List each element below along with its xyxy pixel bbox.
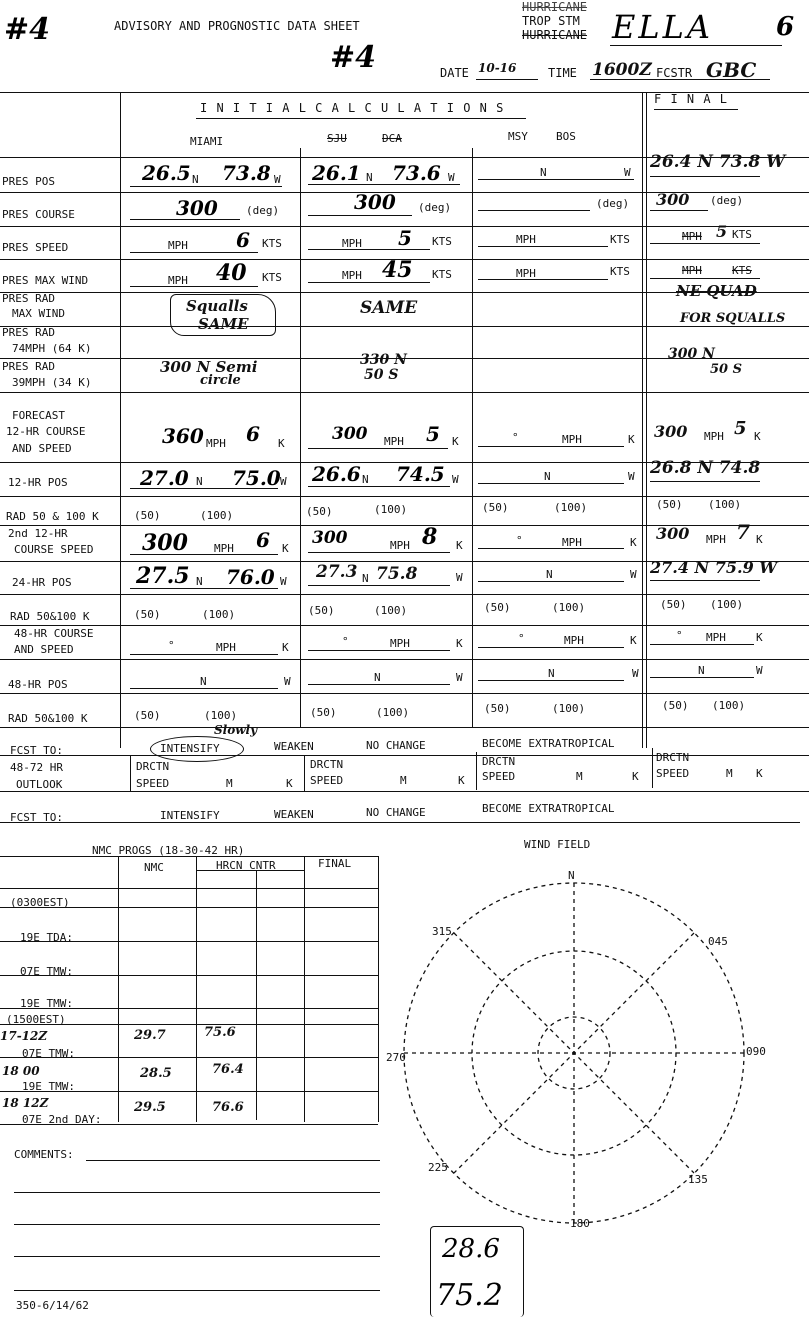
progs-row-19e-tda: 19E TDA: [20,931,73,944]
label-24hr-pos: 24-HR POS [12,576,72,589]
fcst-to-label-2: FCST TO: [10,811,63,824]
sju-rad39-2: 50 S [364,367,399,383]
slowly-note: Slowly [214,723,258,737]
progs-row-07e-2nd-day: 07E 2nd DAY: [22,1113,102,1126]
miami-24pos-lat: 27.5 [136,563,190,589]
struck-storm-type: HURRICANE [522,28,588,42]
forecaster-value: GBC [706,58,757,82]
miami-fc12-speed: 6 [246,422,260,446]
label-2nd-12hr-1: 2nd 12-HR [8,527,68,540]
label-48hr-pos: 48-HR POS [8,678,68,691]
final-24pos: 27.4 N 75.9 W [650,558,778,577]
sju-fc12-speed: 5 [426,422,440,446]
sju-rad39-1: 330 N [360,352,407,368]
miami-rad39-1: 300 N Semi [160,358,258,376]
miami-12pos-lon: 75.0 [232,466,281,490]
progs-note-1: 17-12Z [0,1029,48,1043]
forecaster-label: FCSTR [656,66,693,80]
progs-row-19e-tmw-a: 19E TMW: [20,997,73,1010]
final-2nd-course: 300 [656,524,690,543]
progs-col-final: FINAL [318,857,352,870]
section-final: F I N A L [654,92,729,106]
sju-24pos-lat: 27.3 [316,562,358,582]
wind-label-135: 135 [688,1173,708,1186]
station-dca: DCA [382,132,402,145]
miami-course: 300 [176,196,218,220]
fcst-weaken-2: WEAKEN [274,808,314,821]
progs-row-0300est: (0300EST) [10,896,70,909]
progs-val-3b: 76.6 [212,1100,244,1115]
wind-field-title: WIND FIELD [524,838,591,851]
miami-speed: 6 [236,228,250,252]
storm-name: ELLA [612,8,713,46]
section-initial-calculations: I N I T I A L C A L C U L A T I O N S [200,101,505,115]
final-radmax-2: FOR SQUALLS [680,311,786,326]
sju-speed: 5 [398,226,412,250]
label-pres-rad-39-2: 39MPH (34 K) [12,376,92,389]
comments-label: COMMENTS: [14,1148,74,1161]
final-2nd-speed: 7 [736,520,750,544]
final-radmax-1: NE QUAD [676,282,757,300]
miami-12pos-lat: 27.0 [140,466,189,490]
progs-val-2b: 76.4 [212,1062,244,1077]
final-fc12-speed: 5 [734,418,747,439]
station-sju: SJU [327,132,347,145]
date-label: DATE [440,66,469,80]
fcst-extratropical-2: BECOME EXTRATROPICAL [482,802,615,815]
progs-note-2: 18 00 [2,1064,40,1078]
progs-val-2a: 28.5 [140,1066,172,1081]
label-pres-rad-39-1: PRES RAD [2,360,55,373]
final-pos: 26.4 N 73.8 W [650,152,786,172]
sju-course: 300 [354,190,396,214]
sju-pos-lon: 73.6 [392,161,441,185]
advisory-number-right: 6 [776,12,795,42]
fcst-to-label-1: FCST TO: [10,744,63,757]
storm-type: TROP STM [522,14,580,28]
progs-val-3a: 29.5 [134,1100,166,1115]
final-rad39-1: 300 N [668,346,715,362]
label-48hr-course-1: 48-HR COURSE [14,627,94,640]
wind-label-225: 225 [428,1161,448,1174]
progs-row-07e-tmw-a: 07E TMW: [20,965,73,978]
label-forecast-3: AND SPEED [12,442,72,455]
progs-row-1500est: (1500EST) [6,1013,66,1026]
sju-max-wind: 45 [382,257,413,283]
label-rad-50-100-c: RAD 50&100 K [8,712,88,725]
fcst-intensify-2: INTENSIFY [160,809,220,822]
form-title: ADVISORY AND PROGNOSTIC DATA SHEET [114,19,360,33]
final-speed: 5 [716,222,728,241]
label-2nd-12hr-2: COURSE SPEED [14,543,94,556]
fcst-nochange-1: NO CHANGE [366,739,426,752]
final-rad39-2: 50 S [710,362,743,377]
fcst-extratropical-1: BECOME EXTRATROPICAL [482,737,615,750]
miami-max-wind: 40 [216,260,247,286]
label-pres-rad-max-1: PRES RAD [2,292,55,305]
form-number-footer: 350-6/14/62 [16,1299,89,1312]
box-note-lon: 75.2 [436,1278,503,1313]
label-pres-max-wind: PRES MAX WIND [2,274,89,287]
box-note-lat: 28.6 [442,1234,500,1264]
final-course: 300 [656,190,690,209]
sju-pos-lat: 26.1 [312,161,361,185]
label-rad-50-100-b: RAD 50&100 K [10,610,90,623]
time-value: 1600Z [592,60,652,80]
miami-24pos-lon: 76.0 [226,565,275,589]
advisory-number-center: #4 [330,40,377,75]
label-pres-rad-74-1: PRES RAD [2,326,55,339]
miami-2nd-speed: 6 [256,528,270,552]
date-value: 10-16 [478,61,517,75]
progs-val-1b: 75.6 [204,1025,236,1040]
label-pres-speed: PRES SPEED [2,241,69,254]
final-fc12-course: 300 [654,422,688,441]
miami-pos-lat: 26.5 [142,161,191,185]
label-pres-rad-max-2: MAX WIND [12,307,65,320]
fcst-weaken-1: WEAKEN [274,740,314,753]
wind-label-270: 270 [386,1051,406,1064]
struck-storm-type-top: HURRICANE [522,0,588,14]
label-forecast-1: FORECAST [12,409,65,422]
fcst-intensify-1: INTENSIFY [160,742,220,755]
station-bos: BOS [556,130,576,143]
outlook-label-1: 48-72 HR [10,761,63,774]
label-48hr-course-2: AND SPEED [14,643,74,656]
progs-col-hrcn: HRCN CNTR [216,859,276,872]
miami-pos-lon: 73.8 [222,161,271,185]
sju-2nd-course: 300 [312,528,348,548]
miami-radmax-2: SAME [198,315,249,333]
miami-radmax-1: Squalls [186,297,248,315]
sju-radmax: SAME [360,298,418,318]
label-pres-pos: PRES POS [2,175,55,188]
miami-rad39-2: circle [200,373,241,388]
label-pres-course: PRES COURSE [2,208,75,221]
advisory-number-left: #4 [4,12,51,47]
wind-label-090: 090 [746,1045,766,1058]
label-12hr-pos: 12-HR POS [8,476,68,489]
label-rad-50-100-a: RAD 50 & 100 K [6,510,99,523]
station-msy: MSY [508,130,528,143]
wind-label-n: N [568,869,575,882]
sju-fc12-course: 300 [332,424,368,444]
progs-title: NMC PROGS (18-30-42 HR) [92,844,245,857]
wind-label-315: 315 [432,925,452,938]
sju-2nd-speed: 8 [422,524,438,550]
final-12pos: 26.8 N 74.8 [650,458,761,478]
outlook-label-2: OUTLOOK [16,778,63,791]
time-label: TIME [548,66,577,80]
station-miami: MIAMI [190,135,224,148]
miami-fc12-course: 360 [162,424,204,448]
wind-label-180: 180 [570,1217,590,1230]
miami-2nd-course: 300 [142,530,188,556]
sju-12pos-lon: 74.5 [396,462,445,486]
progs-val-1a: 29.7 [134,1028,166,1043]
progs-row-07e-tmw-b: 07E TMW: [22,1047,75,1060]
label-forecast-2: 12-HR COURSE [6,425,86,438]
sju-12pos-lat: 26.6 [312,462,361,486]
progs-col-nmc: NMC [144,861,164,874]
progs-row-19e-tmw-b: 19E TMW: [22,1080,75,1093]
progs-note-3: 18 12Z [2,1096,49,1110]
fcst-nochange-2: NO CHANGE [366,806,426,819]
wind-label-045: 045 [708,935,728,948]
sju-24pos-lon: 75.8 [376,564,418,584]
label-pres-rad-74-2: 74MPH (64 K) [12,342,92,355]
